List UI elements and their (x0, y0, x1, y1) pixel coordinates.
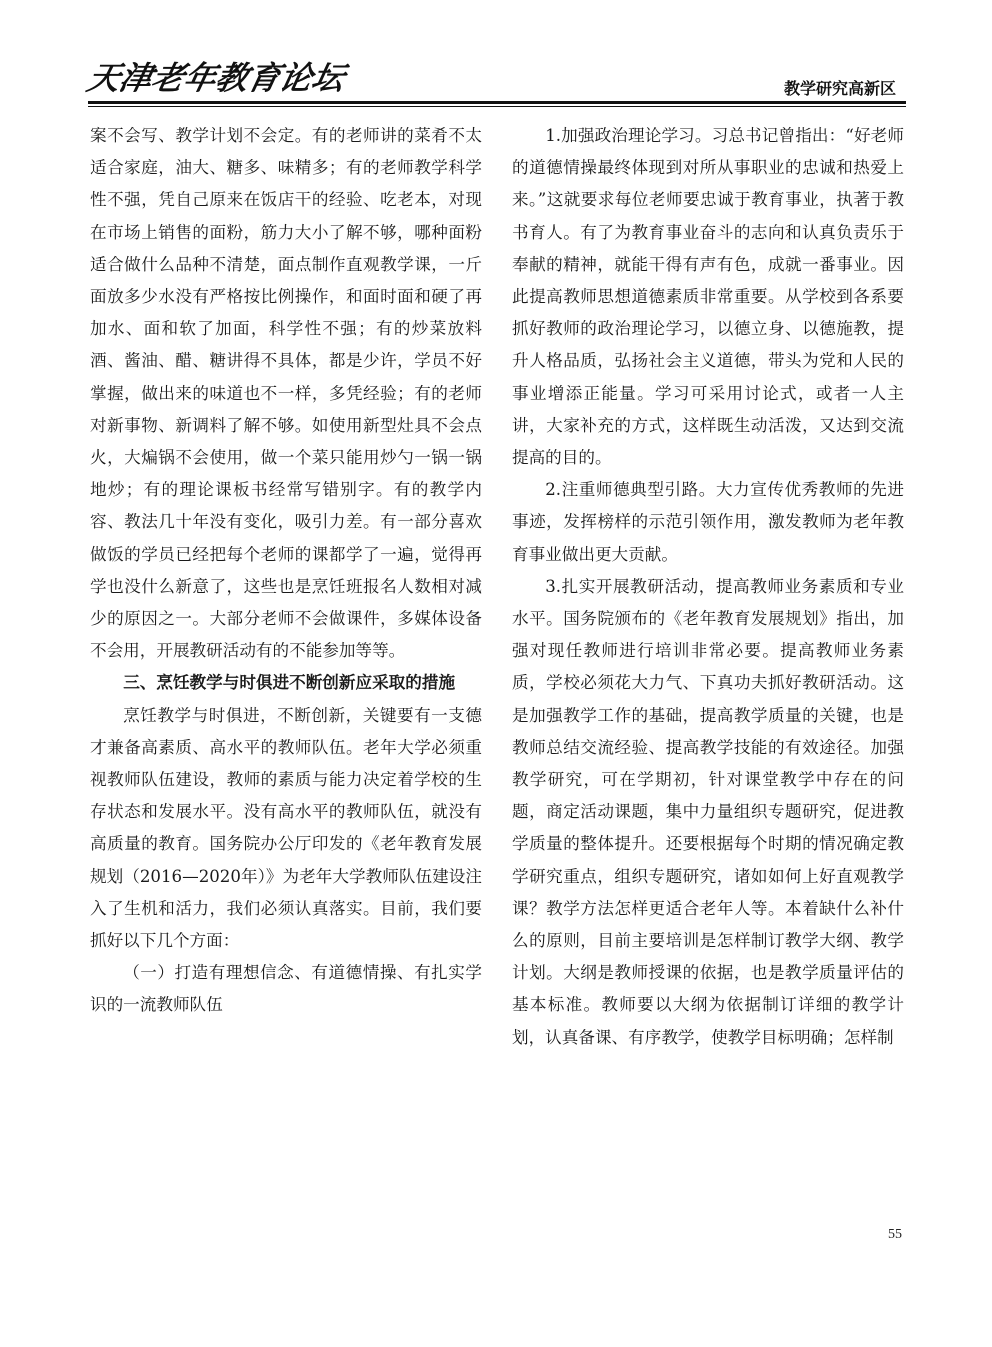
right-column (512, 120, 904, 1054)
body-paragraph: 2.注重师德典型引路。大力宣传优秀教师的先进事迹，发挥榜样的示范引领作用，激发教师为老年教育事业做出更大贡献。 (512, 480, 904, 564)
header-rule-thin (88, 106, 906, 107)
body-paragraph: 案不会写、教学计划不会定。有的老师讲的菜肴不太适合家庭，油大、糖多、味精多；有的老师教学科学性不强，凭自己原来在饭店干的经验、吃老本，对现在市场上销售的面粉，筋力大小了解不够，哪种面粉适合做什么品种不清楚，面点制作直观教学课，一斤面放多少水没有严格按比例操作，和面时面和硬了再加水、面和软了加面，科学性不强；有的炒菜放料酒、酱油、醋、糖讲得不具体，都是少许，学员不好掌握，做出来的味道也不一样，多凭经验；有的老师对新事物、新调料了解不够。如使用新型灶具不会点火，大煸锅不会使用，做一个菜只能用炒勺一锅一锅地炒；有的理论课板书经常写错别字。有的教学内容、教法几十年没有变化，吸引力差。有一部分喜欢做饭的学员已经把每个老师的课都学了一遍，觉得再学也没什么新意了，这些也是烹饪班报名人数相对减少的原因之一。大部分老师不会做课件，多媒体设备不会用，开展教研活动有的不能参加等等。 (90, 126, 482, 661)
page-number: 55 (888, 1227, 902, 1242)
body-paragraph: 3.扎实开展教研活动，提高教师业务素质和专业水平。国务院颁布的《老年教育发展规划》指出，加强对现任教师进行培训非常必要。提高教师业务素质，学校必须花大力气、下真功夫抓好教研活动。这是加强教学工作的基础，提高教学质量的关键，也是教师总结交流经验、提高教学技能的有效途径。加强教学研究，可在学期初，针对课堂教学中存在的问题，商定活动课题，集中力量组织专题研究，促进教学质量的整体提升。还要根据每个时期的情况确定教学研究重点，组织专题研究，诸如如何上好直观教学课？教学方法怎样更适合老年人等。本着缺什么补什么的原则，目前主要培训是怎样制订教学大纲、教学计划。大纲是教师授课的依据，也是教学质量评估的基本标准。教师要以大纲为依据制订详细的教学计划，认真备课、有序教学，使教学目标明确；怎样制 (512, 576, 904, 1047)
subsection-heading: （一）打造有理想信念、有道德情操、有扎实学识的一流教师队伍 (90, 963, 482, 1015)
section-label: 教学研究高新区 (783, 79, 896, 98)
journal-logo: 天津老年教育论坛 (83, 59, 349, 97)
page-header (83, 56, 906, 100)
body-paragraph: 1.加强政治理论学习。习总书记曾指出：“好老师的道德情操最终体现到对所从事职业的忠诚和热爱上来。”这就要求每位老师要忠诚于教育事业，执著于教书育人。有了为教育事业奋斗的志向和认真负责乐于奉献的精神，就能干得有声有色，成就一番事业。因此提高教师思想道德素质非常重要。从学校到各系要抓好教师的政治理论学习，以德立身、以德施教，提升人格品质，弘扬社会主义道德，带头为党和人民的事业增添正能量。学习可采用讨论式，或者一人主讲，大家补充的方式，这样既生动活泼，又达到交流提高的目的。 (512, 126, 904, 468)
section-heading: 三、烹饪教学与时俱进不断创新应采取的措施 (123, 673, 456, 693)
left-column (90, 120, 482, 1022)
body-paragraph: 烹饪教学与时俱进，不断创新，关键要有一支德才兼备高素质、高水平的教师队伍。老年大学必须重视教师队伍建设，教师的素质与能力决定着学校的生存状态和发展水平。没有高水平的教师队伍，就没有高质量的教育。国务院办公厅印发的《老年教育发展规划（2016—2020年）》为老年大学教师队伍建设注入了生机和活力，我们必须认真落实。目前，我们要抓好以下几个方面： (90, 705, 482, 951)
header-rule (88, 101, 906, 104)
